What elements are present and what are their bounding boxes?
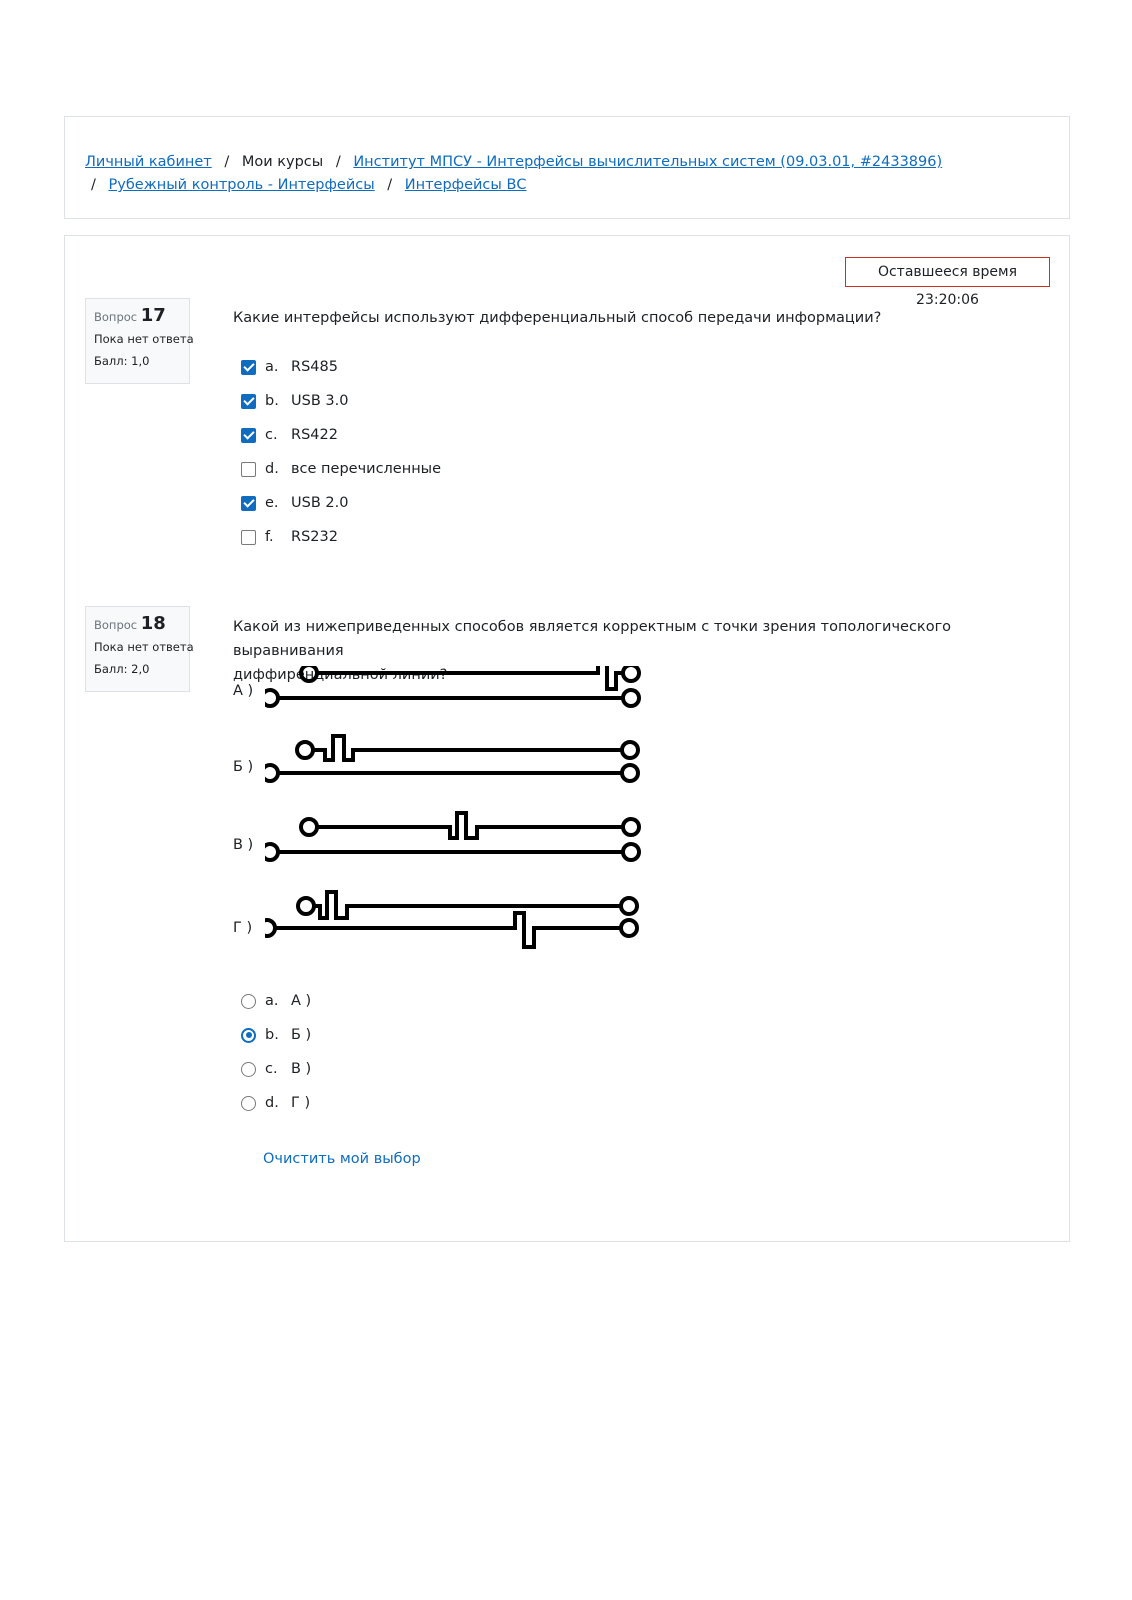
breadcrumb-separator: / bbox=[224, 154, 230, 170]
checkbox-checked[interactable] bbox=[241, 428, 256, 443]
diagram-g bbox=[265, 892, 637, 947]
question-info-17 bbox=[85, 298, 194, 384]
answer-option[interactable] bbox=[241, 1023, 311, 1047]
answer-letter: b. bbox=[265, 1027, 279, 1043]
answer-label[interactable]: В ) bbox=[291, 1061, 312, 1077]
answer-letter: e. bbox=[265, 495, 279, 511]
answer-letter: c. bbox=[265, 1061, 278, 1077]
question-number-line bbox=[94, 305, 181, 328]
answer-label[interactable]: Б ) bbox=[291, 1027, 312, 1043]
breadcrumb-card bbox=[64, 116, 1070, 219]
radio-unselected[interactable] bbox=[241, 994, 256, 1009]
question-text-17: Какие интерфейсы используют дифференциальный способ передачи информации? bbox=[233, 310, 882, 326]
radio-unselected[interactable] bbox=[241, 1096, 256, 1111]
answer-option[interactable] bbox=[241, 525, 338, 549]
answer-label[interactable]: USB 3.0 bbox=[291, 393, 349, 409]
answer-option[interactable] bbox=[241, 1091, 310, 1115]
answer-option[interactable] bbox=[241, 457, 441, 481]
answer-label[interactable]: RS232 bbox=[291, 529, 338, 545]
diagram-label-b: Б ) bbox=[233, 759, 254, 775]
answer-label[interactable]: А ) bbox=[291, 993, 312, 1009]
answer-label[interactable]: все перечисленные bbox=[291, 461, 442, 477]
radio-unselected[interactable] bbox=[241, 1062, 256, 1077]
question-number: 17 bbox=[140, 305, 166, 326]
question-state: Пока нет ответа bbox=[94, 332, 194, 346]
breadcrumb-link-dashboard[interactable]: Личный кабинет bbox=[85, 154, 212, 170]
question-number: 18 bbox=[140, 613, 166, 634]
radio-selected[interactable] bbox=[241, 1028, 256, 1043]
quiz-timer bbox=[845, 257, 1050, 308]
breadcrumb-separator: / bbox=[387, 177, 393, 193]
answer-label[interactable]: RS422 bbox=[291, 427, 338, 443]
diagram-v bbox=[265, 813, 639, 860]
diagram-label-v: В ) bbox=[233, 837, 254, 853]
breadcrumb-item-my-courses: Мои курсы bbox=[241, 154, 324, 170]
answer-letter: f. bbox=[265, 529, 274, 545]
answer-label[interactable]: USB 2.0 bbox=[291, 495, 349, 511]
answer-letter: a. bbox=[265, 993, 279, 1009]
timer-label: Оставшееся время bbox=[877, 264, 1018, 280]
breadcrumb-link-quiz[interactable]: Интерфейсы ВС bbox=[404, 177, 527, 193]
answer-letter: b. bbox=[265, 393, 279, 409]
differential-line-diagrams bbox=[265, 666, 695, 966]
checkbox-checked[interactable] bbox=[241, 394, 256, 409]
question-text-line: Какой из нижеприведенных способов является корректным с точки зрения топологического выравнивания bbox=[233, 619, 952, 659]
breadcrumb-separator: / bbox=[335, 154, 341, 170]
breadcrumb-link-course[interactable]: Институт МПСУ - Интерфейсы вычислительных систем (09.03.01, #2433896) bbox=[353, 154, 943, 170]
question-grade: Балл: 1,0 bbox=[94, 354, 150, 368]
diagram-b bbox=[265, 736, 638, 781]
checkbox-unchecked[interactable] bbox=[241, 462, 256, 477]
question-text-line: диффиренциальной линии? bbox=[233, 667, 448, 683]
checkbox-unchecked[interactable] bbox=[241, 530, 256, 545]
question-info-18 bbox=[85, 606, 194, 692]
diagram-a bbox=[265, 666, 639, 706]
breadcrumb-separator: / bbox=[91, 177, 96, 193]
answer-letter: c. bbox=[265, 427, 278, 443]
answer-option[interactable] bbox=[241, 989, 311, 1013]
answer-letter: d. bbox=[265, 1095, 279, 1111]
clear-choice-link[interactable]: Очистить мой выбор bbox=[263, 1151, 421, 1167]
question-word: Вопрос bbox=[94, 618, 138, 632]
checkbox-checked[interactable] bbox=[241, 360, 256, 375]
question-number-line bbox=[94, 613, 181, 636]
breadcrumb-line-2 bbox=[85, 174, 527, 197]
checkbox-checked[interactable] bbox=[241, 496, 256, 511]
answer-option[interactable] bbox=[241, 491, 348, 515]
question-grade: Балл: 2,0 bbox=[94, 662, 150, 676]
timer-value: 23:20:06 bbox=[916, 292, 979, 308]
answer-letter: d. bbox=[265, 461, 279, 477]
diagram-label-g: Г ) bbox=[233, 920, 253, 936]
answer-option[interactable] bbox=[241, 355, 338, 379]
answer-option[interactable] bbox=[241, 1057, 311, 1081]
breadcrumb-link-section[interactable]: Рубежный контроль - Интерфейсы bbox=[108, 177, 375, 193]
answer-option[interactable] bbox=[241, 423, 338, 447]
answer-option[interactable] bbox=[241, 389, 348, 413]
diagram-label-a: А ) bbox=[233, 683, 254, 699]
answer-label[interactable]: Г ) bbox=[291, 1095, 311, 1111]
answer-label[interactable]: RS485 bbox=[291, 359, 338, 375]
breadcrumb bbox=[85, 151, 942, 174]
answer-letter: a. bbox=[265, 359, 279, 375]
quiz-card bbox=[64, 235, 1070, 1242]
question-word: Вопрос bbox=[94, 310, 138, 324]
question-state: Пока нет ответа bbox=[94, 640, 194, 654]
